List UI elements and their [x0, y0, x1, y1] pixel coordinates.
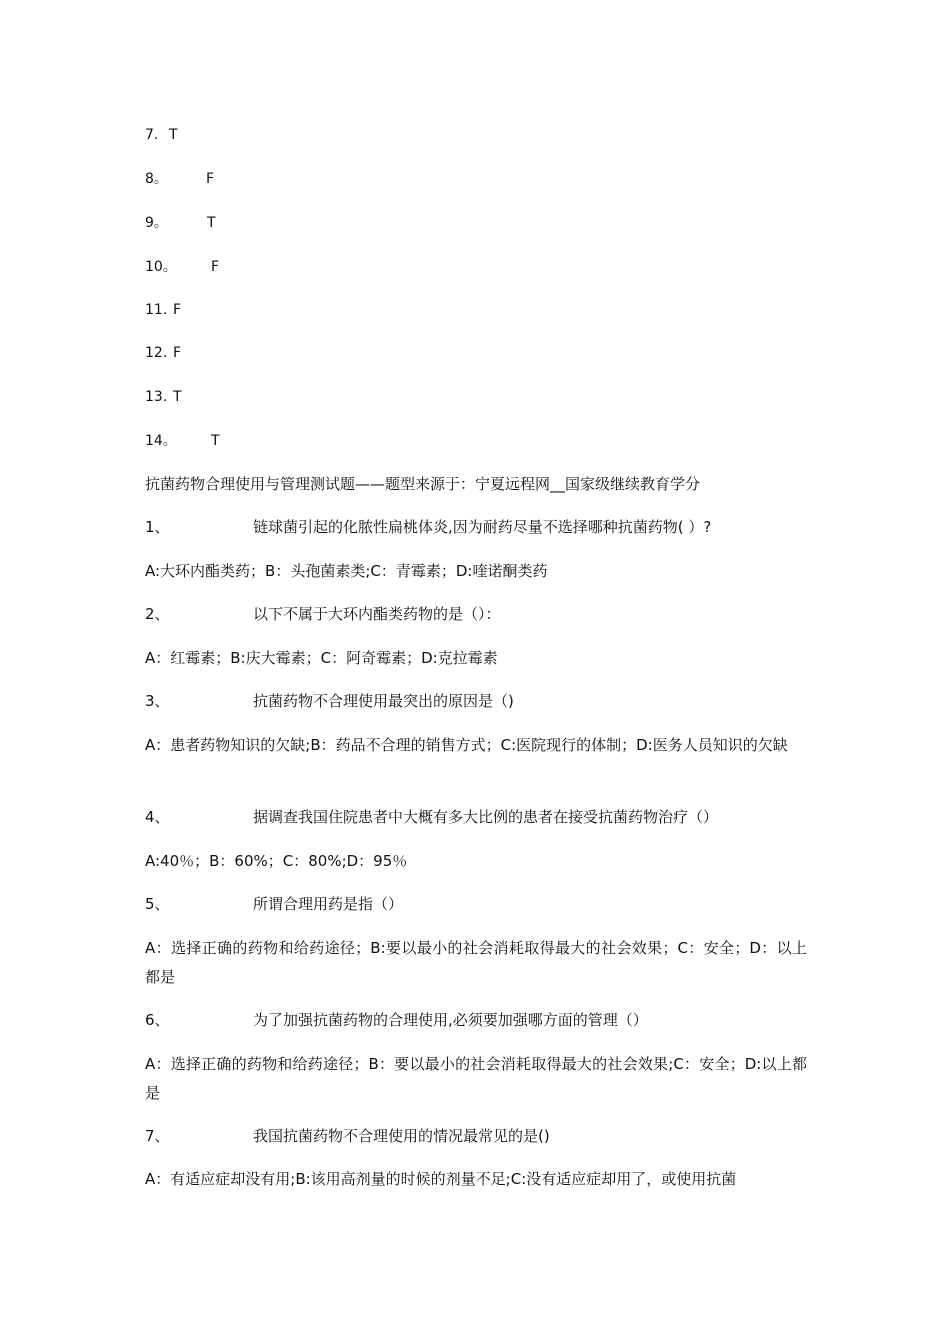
answer-value: T [169, 127, 178, 143]
question-number: 7、 [145, 1127, 170, 1145]
answer-value: F [206, 171, 215, 187]
answer-value: F [173, 345, 182, 361]
answer-line-14 [145, 432, 220, 450]
question-number: 4、 [145, 808, 170, 826]
answer-number: 12. [145, 345, 168, 361]
answer-line-8 [145, 170, 215, 188]
question-number: 5、 [145, 895, 170, 913]
answer-line-10 [145, 258, 220, 276]
answer-line-9 [145, 214, 216, 232]
answer-number: 10。 [145, 259, 177, 275]
question-text: 链球菌引起的化脓性扁桃体炎,因为耐药尽量不选择哪种抗菌药物( ）? [253, 518, 712, 536]
question-3-options: A：患者药物知识的欠缺;B：药品不合理的销售方式；C:医院现行的体制；D:医务人员知识的欠缺 [145, 736, 788, 754]
answer-line-7 [145, 126, 178, 144]
question-text: 抗菌药物不合理使用最突出的原因是（) [253, 692, 514, 710]
question-2-options: A：红霉素；B:庆大霉素；C：阿奇霉素；D:克拉霉素 [145, 649, 498, 667]
question-7-options: A：有适应症却没有用;B:该用高剂量的时候的剂量不足;C:没有适应症却用了，或使用抗菌 [145, 1170, 737, 1188]
answer-value: T [207, 215, 216, 231]
answer-line-12 [145, 344, 182, 362]
question-number: 6、 [145, 1011, 170, 1029]
answer-number: 8。 [145, 171, 168, 187]
answer-value: T [173, 389, 182, 405]
answer-number: 9。 [145, 215, 168, 231]
question-5-options: A：选择正确的药物和给药途径；B:要以最小的社会消耗取得最大的社会效果；C：安全；D：以上都是 [145, 939, 807, 986]
question-4-options: A:40％；B：60%；C：80%;D：95％ [145, 852, 408, 870]
answer-value: F [211, 259, 220, 275]
question-number: 3、 [145, 692, 170, 710]
answer-value: F [173, 302, 182, 318]
answer-number: 14。 [145, 433, 177, 449]
answer-line-13 [145, 388, 182, 406]
answer-value: T [211, 433, 220, 449]
question-number: 2、 [145, 605, 170, 623]
question-text: 我国抗菌药物不合理使用的情况最常见的是() [253, 1127, 550, 1145]
question-text: 以下不属于大环内酯类药物的是（）： [253, 605, 501, 623]
answer-line-11 [145, 301, 182, 319]
question-6-options: A：选择正确的药物和给药途径；B：要以最小的社会消耗取得最大的社会效果;C：安全；D:以上都是 [145, 1055, 807, 1102]
section-title: 抗菌药物合理使用与管理测试题——题型来源于：宁夏远程网__国家级继续教育学分 [145, 475, 701, 493]
question-number: 1、 [145, 518, 170, 536]
answer-number: 13. [145, 389, 168, 405]
answer-number: 11. [145, 302, 168, 318]
question-1-options: A:大环内酯类药；B：头孢菌素类;C：青霉素；D:喹诺酮类药 [145, 562, 548, 580]
answer-number: 7. [145, 127, 159, 143]
question-text: 所谓合理用药是指（） [253, 895, 404, 913]
question-text: 为了加强抗菌药物的合理使用,必须要加强哪方面的管理（） [253, 1011, 648, 1029]
question-text: 据调查我国住院患者中大概有多大比例的患者在接受抗菌药物治疗（） [253, 808, 719, 826]
